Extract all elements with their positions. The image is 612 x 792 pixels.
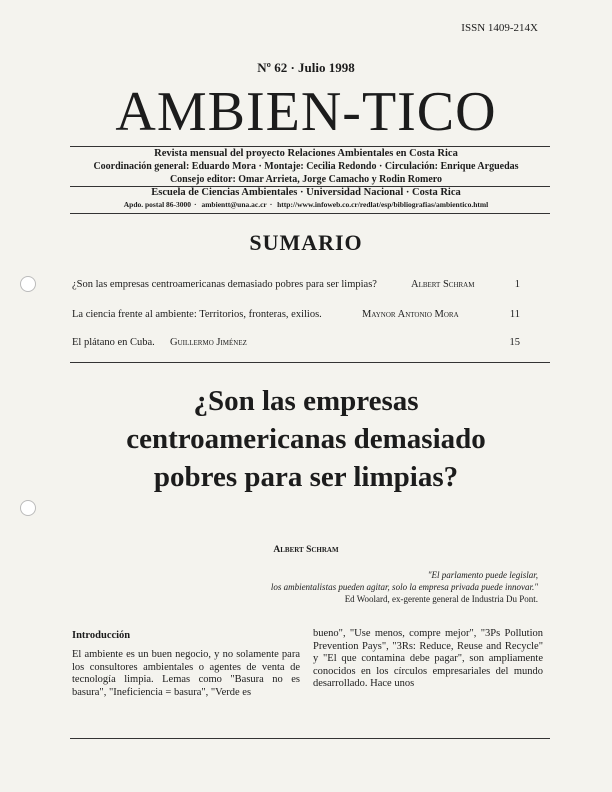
sumario-heading: SUMARIO (249, 230, 363, 255)
coordination-credits: Coordinación general: Eduardo Mora · Montaje: Cecilia Redondo · Circulación: Enrique Arguedas (93, 161, 519, 172)
masthead-rule (70, 146, 550, 147)
page-bottom-rule (70, 738, 550, 739)
issue-number-date: Nº 62 · Julio 1998 (257, 60, 355, 75)
article-title-line: ¿Son las empresas (193, 385, 419, 417)
epigraph-line: los ambientalistas pueden agitar, solo la empresa privada puede innovar." (270, 582, 538, 592)
article-title-line: centroamericanas demasiado (126, 423, 486, 455)
article-author: Albert Schram (273, 545, 339, 555)
binder-hole (20, 276, 36, 292)
masthead-title: AMBIEN-TICO (115, 81, 497, 143)
article-title-line: pobres para ser limpias? (153, 461, 459, 493)
toc-entry-title: El plátano en Cuba. (72, 337, 155, 348)
section-heading: Introducción (72, 630, 131, 641)
journal-subtitle: Revista mensual del proyecto Relaciones Ambientales en Costa Rica (154, 148, 458, 159)
body-column-left: El ambiente es un buen negocio, y no solamente para los consultores ambientales o agentes de venta de tecnología limpia. Lemas como "Basura no es basura", "Ineficiencia = basura", "Verde es (72, 649, 300, 698)
toc-entry-page: 15 (509, 337, 520, 348)
toc-entry-author: Maynor Antonio Mora (362, 309, 459, 320)
issn: ISSN 1409-214X (461, 22, 538, 34)
toc-entry-author: Albert Schram (411, 279, 475, 290)
toc-entry-title: La ciencia frente al ambiente: Territorios, fronteras, exilios. (72, 309, 322, 320)
epigraph-line: "El parlamento puede legislar, (427, 570, 538, 580)
epigraph-attribution: Ed Woolard, ex-gerente general de Industria Du Pont. (344, 594, 538, 604)
contact-email: ambientt@una.ac.cr (201, 200, 267, 209)
contact-url: http://www.infoweb.co.cr/redlat/esp/bibliografias/ambientico.html (277, 200, 489, 209)
epigraph (271, 569, 538, 605)
sumario-bottom-rule (70, 362, 550, 363)
toc-entry-page: 11 (509, 309, 520, 320)
header-bottom-rule (70, 213, 550, 214)
body-column-right: bueno", "Use menos, compre mejor", "3Ps Pollution Prevention Pays", "3Rs: Reduce, Reuse and Recycle" y "El que contamina debe pagar", son ampliamente conocidos en los círculos empresariales del mundo desarrollado. Hace unos (313, 628, 543, 690)
school-affiliation: Escuela de Ciencias Ambientales · Universidad Nacional · Costa Rica (151, 187, 461, 198)
binder-hole (20, 500, 36, 516)
article-title (0, 382, 612, 496)
editorial-board: Consejo editor: Omar Arrieta, Jorge Camacho y Rodin Romero (169, 174, 443, 185)
contact-line: Apdo. postal 86-3000 · ambientt@una.ac.cr · http://www.infoweb.co.cr/redlat/esp/bibliografias/ambientico.html (123, 200, 489, 209)
toc-entry-author: Guillermo Jiménez (170, 337, 247, 348)
postal-address: Apdo. postal 86-3000 (123, 200, 192, 209)
toc-entry-title: ¿Son las empresas centroamericanas demasiado pobres para ser limpias? (72, 279, 377, 290)
toc-entry-page: 1 (514, 279, 520, 290)
